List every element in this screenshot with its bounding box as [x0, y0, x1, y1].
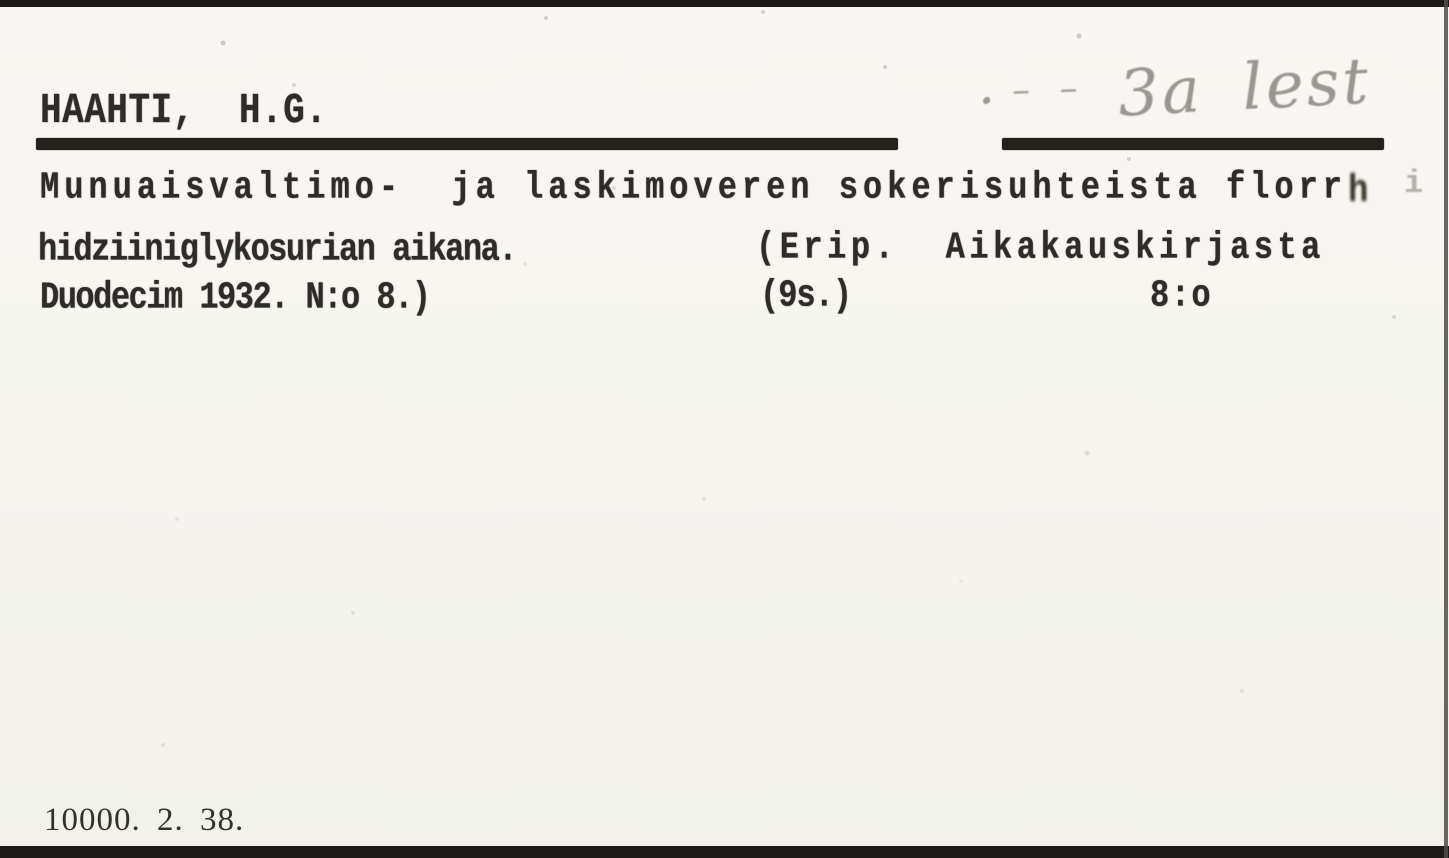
imprint-source: (Erip. Aikakauskirjasta: [756, 225, 1325, 270]
imprint-journal-year: Duodecim 1932. N:o 8.): [40, 275, 430, 320]
pagination-note: (9s.): [760, 273, 852, 318]
heading-underline-rule: [36, 138, 898, 150]
scan-edge-right: [1444, 0, 1448, 858]
classmark-underline-rule: [1002, 138, 1384, 150]
title-line-2: hidziiniglykosurian aikana.: [38, 227, 516, 272]
ink-smudge: h: [1348, 169, 1369, 214]
author-heading: HAAHTI, H.G.: [40, 86, 328, 135]
scan-edge-top: [0, 0, 1449, 7]
pencil-dot-mark: ·: [980, 78, 994, 123]
title-line-1: Munuaisvaltimo- ja laskimoveren sokerisuhteista florr: [40, 165, 1347, 210]
pencil-dash-marks: – –: [1011, 67, 1088, 112]
faint-edge-mark: i: [1404, 165, 1424, 202]
print-run-code: 10000. 2. 38.: [44, 802, 245, 838]
format-note: 8:o: [1150, 273, 1213, 318]
handwritten-classmark: 3a lest: [1116, 44, 1373, 132]
scan-edge-bottom: [0, 846, 1449, 858]
